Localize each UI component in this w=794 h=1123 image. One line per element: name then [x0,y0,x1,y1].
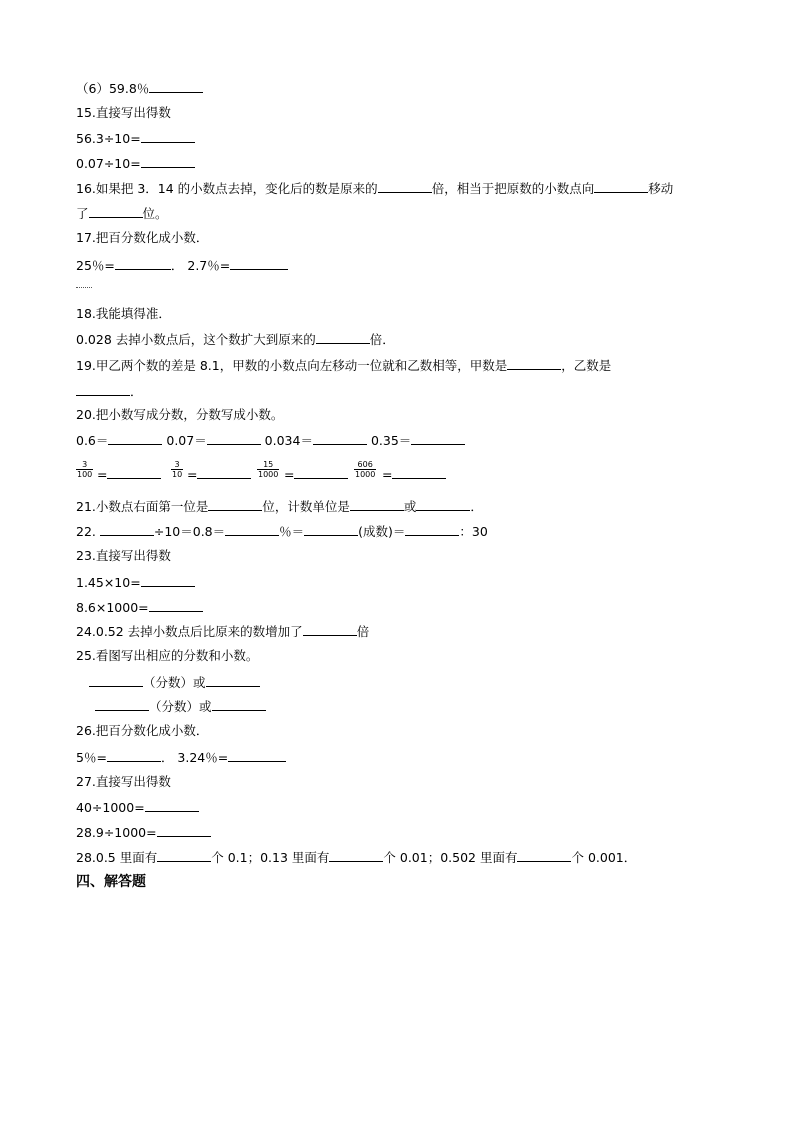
question-text: 25％= [76,258,115,273]
question-text: 17.把百分数化成小数． [76,230,209,245]
fraction-606-1000: 606 1000 [355,460,376,479]
answer-blank[interactable] [405,523,459,536]
question-23-item-1 [76,574,195,591]
question-25-title [76,648,258,664]
question-text: 22. [76,524,96,539]
question-19-line-2 [76,383,143,400]
answer-blank[interactable] [392,466,446,479]
question-text: 个 0.01；0.502 里面有 [383,850,518,865]
answer-blank[interactable] [416,498,470,511]
question-text: 5％= [76,750,107,765]
question-text: 28.0.5 里面有 [76,850,158,865]
question-15-item-2 [76,155,195,172]
answer-blank[interactable] [107,749,161,762]
answer-blank[interactable] [313,432,367,445]
question-text: 个 0.1；0.13 里面有 [211,850,330,865]
fraction-3-10: 3 10 [172,460,183,479]
question-text: 倍． [369,332,395,347]
question-text: 倍，相当于把原数的小数点向 [431,181,595,196]
question-text: （分数）或 [149,699,212,714]
question-27-item-1 [76,799,199,816]
question-6-line [76,80,203,97]
answer-blank[interactable] [304,523,358,536]
question-18-item [76,331,395,348]
answer-blank[interactable] [149,599,203,612]
question-17-items [76,257,288,274]
question-16-line-1 [76,180,673,197]
question-26-title [76,723,208,739]
question-text: ÷10＝0.8＝ [153,524,226,539]
question-19-line-1 [76,357,611,374]
question-text: 23.直接写出得数 [76,548,171,563]
question-text: 18.我能填得准． [76,306,171,321]
question-27-title [76,774,171,790]
question-text: （分数）或 [143,675,206,690]
section-title: 四、解答题 [76,874,146,890]
answer-blank[interactable] [149,80,203,93]
fraction-3-100: 3 100 [77,460,93,479]
question-20-title [76,407,283,423]
answer-blank[interactable] [141,155,195,168]
question-text: 1.45×10= [76,575,141,590]
question-18-title [76,306,171,322]
question-text: 56.3÷10= [76,131,141,146]
question-text: ． [470,499,483,514]
answer-blank[interactable] [141,130,195,143]
fraction-1-answer: = [97,466,161,483]
answer-blank[interactable] [228,749,286,762]
fraction-4-answer: = [382,466,446,483]
question-text: 8.6×1000= [76,600,149,615]
answer-blank[interactable] [316,331,370,344]
answer-blank[interactable] [230,257,288,270]
answer-blank[interactable] [197,466,251,479]
answer-blank[interactable] [507,357,561,370]
question-text: 倍 [356,624,370,639]
question-16-line-2 [76,205,168,222]
answer-blank[interactable] [157,824,211,837]
answer-blank[interactable] [207,432,261,445]
question-17-title [76,230,208,246]
answer-blank[interactable] [76,383,130,396]
answer-blank[interactable] [157,849,211,862]
question-text: (成数)＝ [358,524,406,539]
question-15-item-1 [76,130,195,147]
answer-blank[interactable] [100,523,154,536]
question-text: ． 2.7％= [170,258,231,273]
question-text: 位，计数单位是 [262,499,350,514]
question-27-item-2 [76,824,211,841]
question-text: 移动 [648,181,674,196]
question-text: 40÷1000= [76,800,145,815]
question-text: ％＝ [279,524,305,539]
question-text: ：30 [459,524,488,539]
question-text: 0.07÷10= [76,156,141,171]
dotted-mark [76,287,92,290]
question-text: 21.小数点右面第一位是 [76,499,209,514]
question-text: （6）59.8％ [76,81,150,96]
question-25-item-1 [89,674,260,691]
answer-blank[interactable] [145,799,199,812]
question-28-line [76,849,636,866]
answer-blank[interactable] [206,674,260,687]
question-text: 24.0.52 去掉小数点后比原来的数增加了 [76,624,303,639]
question-text: 0.028 去掉小数点后，这个数扩大到原来的 [76,332,316,347]
answer-blank[interactable] [141,574,195,587]
question-23-item-2 [76,599,203,616]
fraction-2-answer: = [187,466,251,483]
question-22-line [76,523,488,540]
answer-blank[interactable] [89,674,143,687]
answer-blank[interactable] [411,432,465,445]
answer-blank[interactable] [89,205,143,218]
question-23-title [76,548,171,564]
question-text: 15.直接写出得数 [76,105,171,120]
question-26-items [76,749,286,766]
question-25-item-2 [95,698,266,715]
question-text: 个 0.001． [571,850,637,865]
question-text: 位。 [142,206,168,221]
question-text: 了 [76,206,89,221]
question-text: 20.把小数写成分数，分数写成小数。 [76,407,284,422]
question-21-line [76,498,483,515]
answer-blank[interactable] [108,432,162,445]
answer-blank[interactable] [107,466,161,479]
question-20-decimals [76,432,465,449]
question-text: 25.看图写出相应的分数和小数。 [76,648,259,663]
answer-blank[interactable] [115,257,171,270]
question-text: 0.6＝ [76,433,109,448]
question-text: 16.如果把 3．14 的小数点去掉，变化后的数是原来的 [76,181,378,196]
answer-blank[interactable] [329,849,383,862]
question-text: ． [130,384,143,399]
fraction-15-1000: 15 1000 [258,460,279,479]
answer-blank[interactable] [95,698,149,711]
question-15-title [76,105,171,121]
fraction-3-answer: = [284,466,348,483]
section-heading [76,874,146,890]
answer-blank[interactable] [594,180,648,193]
question-text: 0.35＝ [366,433,412,448]
question-text: 或 [403,499,417,514]
question-text: 26.把百分数化成小数． [76,723,209,738]
answer-blank[interactable] [303,623,357,636]
answer-blank[interactable] [225,523,279,536]
answer-blank[interactable] [350,498,404,511]
answer-blank[interactable] [517,849,571,862]
question-text: 0.034＝ [260,433,313,448]
answer-blank[interactable] [208,498,262,511]
answer-blank[interactable] [378,180,432,193]
question-text: 19.甲乙两个数的差是 8.1，甲数的小数点向左移动一位就和乙数相等，甲数是 [76,358,508,373]
question-text: 28.9÷1000= [76,825,157,840]
question-text: ． 3.24％= [160,750,229,765]
question-text: 0.07＝ [162,433,207,448]
question-text: ，乙数是 [561,358,612,373]
answer-blank[interactable] [294,466,348,479]
answer-blank[interactable] [212,698,266,711]
question-24-line [76,623,369,640]
question-text: 27.直接写出得数 [76,774,171,789]
